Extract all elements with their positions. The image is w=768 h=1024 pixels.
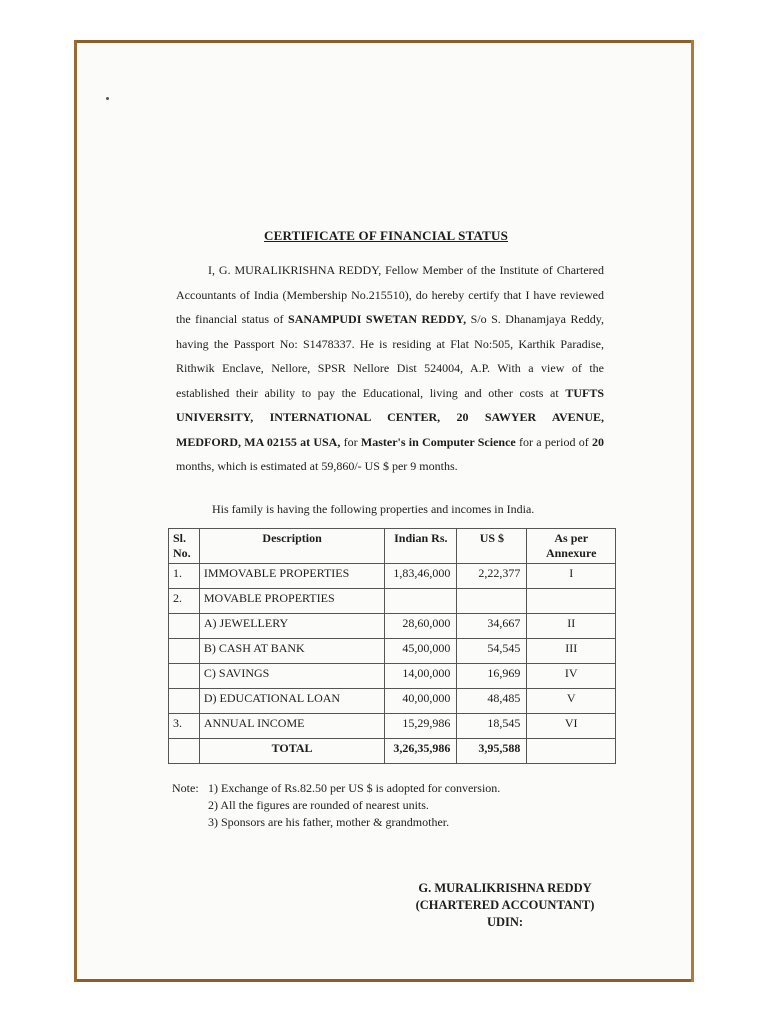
note-item: 3) Sponsors are his father, mother & grandmother.	[208, 815, 450, 829]
cell-usd: 16,969	[457, 664, 527, 689]
program-duration: 20	[592, 434, 604, 449]
cell-indian-rs: 28,60,000	[385, 614, 457, 639]
total-label: TOTAL	[199, 739, 384, 764]
table-row	[169, 589, 616, 614]
cell-indian-rs: 1,83,46,000	[385, 564, 457, 589]
cell-annexure: IV	[527, 664, 616, 689]
table-row	[169, 639, 616, 664]
cell-description: IMMOVABLE PROPERTIES	[199, 564, 384, 589]
cell-usd	[457, 589, 527, 614]
cell-sl	[169, 689, 200, 714]
cell-usd: 18,545	[457, 714, 527, 739]
cell-indian-rs	[385, 589, 457, 614]
header-sl-no: Sl. No.	[169, 529, 200, 564]
financial-table	[168, 528, 616, 764]
total-indian-rs: 3,26,35,986	[385, 739, 457, 764]
header-usd: US $	[457, 529, 527, 564]
table-total-row	[169, 739, 616, 764]
table-row	[169, 664, 616, 689]
body-text: for a period of	[515, 434, 592, 449]
cell-description: A) JEWELLERY	[199, 614, 384, 639]
cell-annexure	[527, 739, 616, 764]
signature-block	[400, 880, 610, 931]
certificate-title: CERTIFICATE OF FINANCIAL STATUS	[264, 228, 508, 243]
program-name: Master's in Computer Science	[360, 434, 516, 449]
cell-annexure: I	[527, 564, 616, 589]
table-row	[169, 564, 616, 589]
note-label: Note:	[172, 781, 199, 795]
cell-description: B) CASH AT BANK	[199, 639, 384, 664]
cell-sl: 1.	[169, 564, 200, 589]
cell-description: MOVABLE PROPERTIES	[199, 589, 384, 614]
cell-description: D) EDUCATIONAL LOAN	[199, 689, 384, 714]
cell-usd: 54,545	[457, 639, 527, 664]
cell-annexure: VI	[527, 714, 616, 739]
cell-indian-rs: 15,29,986	[385, 714, 457, 739]
university-address: TUFTS UNIVERSITY, INTERNATIONAL CENTER, 20 SAWYER AVENUE, MEDFORD, MA 02155 at USA,	[176, 385, 604, 449]
cell-description: C) SAVINGS	[199, 664, 384, 689]
cell-usd: 2,22,377	[457, 564, 527, 589]
udin-label: UDIN:	[486, 915, 524, 929]
note-item: 2) All the figures are rounded of nearest units.	[208, 798, 429, 812]
total-usd: 3,95,588	[457, 739, 527, 764]
table-row	[169, 614, 616, 639]
signatory-name: G. MURALIKRISHNA REDDY	[418, 881, 592, 895]
cell-usd: 34,667	[457, 614, 527, 639]
header-indian-rs: Indian Rs.	[385, 529, 457, 564]
cell-annexure: II	[527, 614, 616, 639]
table-row	[169, 714, 616, 739]
paper-speck	[106, 97, 109, 100]
certificate-body	[176, 258, 604, 479]
signatory-designation: (CHARTERED ACCOUNTANT)	[415, 898, 595, 912]
cell-sl	[169, 614, 200, 639]
cell-annexure: V	[527, 689, 616, 714]
cell-sl	[169, 739, 200, 764]
cell-sl: 2.	[169, 589, 200, 614]
cell-annexure	[527, 589, 616, 614]
body-text: I, G. MURALIKRISHNA REDDY, Fellow Member of the Institute of Chartered Accountants of India (Membership No.215510), do hereby certify that I have reviewed the financial status of	[176, 263, 604, 326]
table-row	[169, 689, 616, 714]
cell-annexure: III	[527, 639, 616, 664]
note-item: 1) Exchange of Rs.82.50 per US $ is adopted for conversion.	[208, 781, 501, 795]
student-name: SANAMPUDI SWETAN REDDY,	[288, 312, 467, 326]
header-annexure: As per Annexure	[527, 529, 616, 564]
body-text: S/o S. Dhanamjaya Reddy, having the Passport No: S1478337. He is residing at Flat No:505, Karthik Paradise, Rithwik Enclave, Nellore, SPSR Nellore Dist 524004, A.P. With a view of the established their ability to pay the Educational, living and other costs at	[176, 312, 604, 400]
table-header-row	[169, 529, 616, 564]
notes-section	[172, 780, 500, 831]
cell-indian-rs: 14,00,000	[385, 664, 457, 689]
table-lead-text: His family is having the following properties and incomes in India.	[212, 502, 535, 516]
body-text: for	[340, 434, 361, 449]
body-text: months, which is estimated at 59,860/- US $ per 9 months.	[176, 459, 458, 473]
cell-indian-rs: 40,00,000	[385, 689, 457, 714]
cell-sl	[169, 664, 200, 689]
cell-indian-rs: 45,00,000	[385, 639, 457, 664]
cell-sl: 3.	[169, 714, 200, 739]
body-paragraph	[176, 258, 604, 479]
cell-sl	[169, 639, 200, 664]
note-line	[172, 780, 500, 797]
header-description: Description	[199, 529, 384, 564]
cell-description: ANNUAL INCOME	[199, 714, 384, 739]
cell-usd: 48,485	[457, 689, 527, 714]
